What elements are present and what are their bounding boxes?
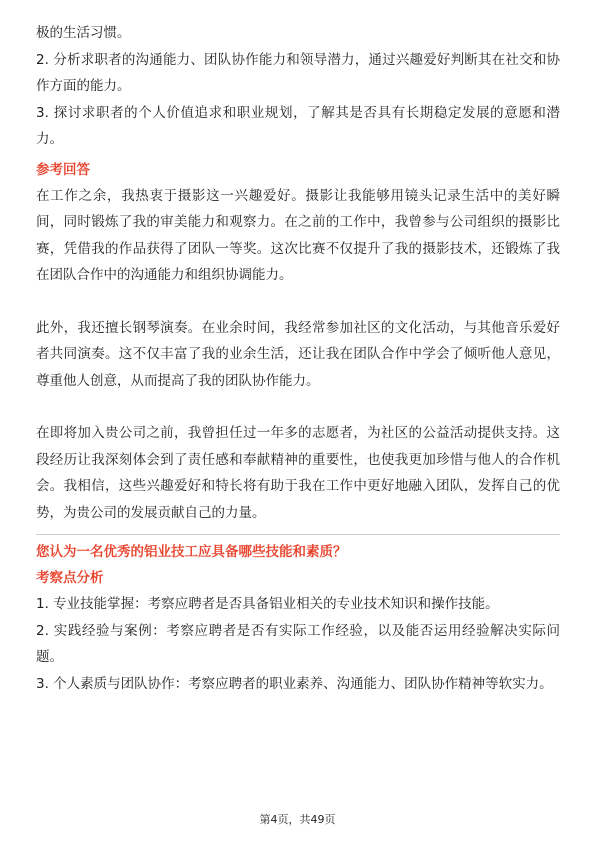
answer-paragraph: 在即将加入贵公司之前，我曾担任过一年多的志愿者，为社区的公益活动提供支持。这段经历让我深刻体会到了责任感和奉献精神的重要性，也使我更加珍惜与他人的合作机会。我相信，这些兴趣爱好和特长将有助于我在工作中更好地融入团队，发挥自己的优势，为贵公司的发展贡献自己的力量。 <box>36 425 560 521</box>
page-content <box>36 20 560 697</box>
analysis-heading: 考察点分析 <box>36 570 104 586</box>
intro-line: 极的生活习惯。 <box>36 25 131 41</box>
intro-line: 2. 分析求职者的沟通能力、团队协作能力和领导潜力，通过兴趣爱好判断其在社交和协作方面的能力。 <box>36 51 560 94</box>
analysis-item: 2. 实践经验与案例：考察应聘者是否有实际工作经验，以及能否运用经验解决实际问题。 <box>36 622 560 665</box>
page-number-footer: 第4页，共49页 <box>259 813 336 826</box>
analysis-item: 1. 专业技能掌握：考察应聘者是否具备铝业相关的专业技术知识和操作技能。 <box>36 596 499 612</box>
answer-paragraph: 此外，我还擅长钢琴演奏。在业余时间，我经常参加社区的文化活动，与其他音乐爱好者共同演奏。这不仅丰富了我的业余生活，还让我在团队合作中学会了倾听他人意见，尊重他人创意，从而提高了我的团队协作能力。 <box>36 319 560 389</box>
reference-answer-heading: 参考回答 <box>36 161 90 178</box>
question-heading: 您认为一名优秀的铝业技工应具备哪些技能和素质？ <box>36 544 347 560</box>
answer-paragraph: 在工作之余，我热衷于摄影这一兴趣爱好。摄影让我能够用镜头记录生活中的美好瞬间，同时锻炼了我的审美能力和观察力。在之前的工作中，我曾参与公司组织的摄影比赛，凭借我的作品获得了团队一等奖。这次比赛不仅提升了我的摄影技术，还锻炼了我在团队合作中的沟通能力和组织协调能力。 <box>36 187 560 283</box>
section-divider <box>36 534 560 535</box>
paragraph-spacer <box>36 289 560 315</box>
paragraph-spacer <box>36 394 560 420</box>
intro-line: 3. 探讨求职者的个人价值追求和职业规划，了解其是否具有长期稳定发展的意愿和潜力。 <box>36 104 560 147</box>
analysis-item: 3. 个人素质与团队协作：考察应聘者的职业素养、沟通能力、团队协作精神等软实力。 <box>36 675 553 692</box>
